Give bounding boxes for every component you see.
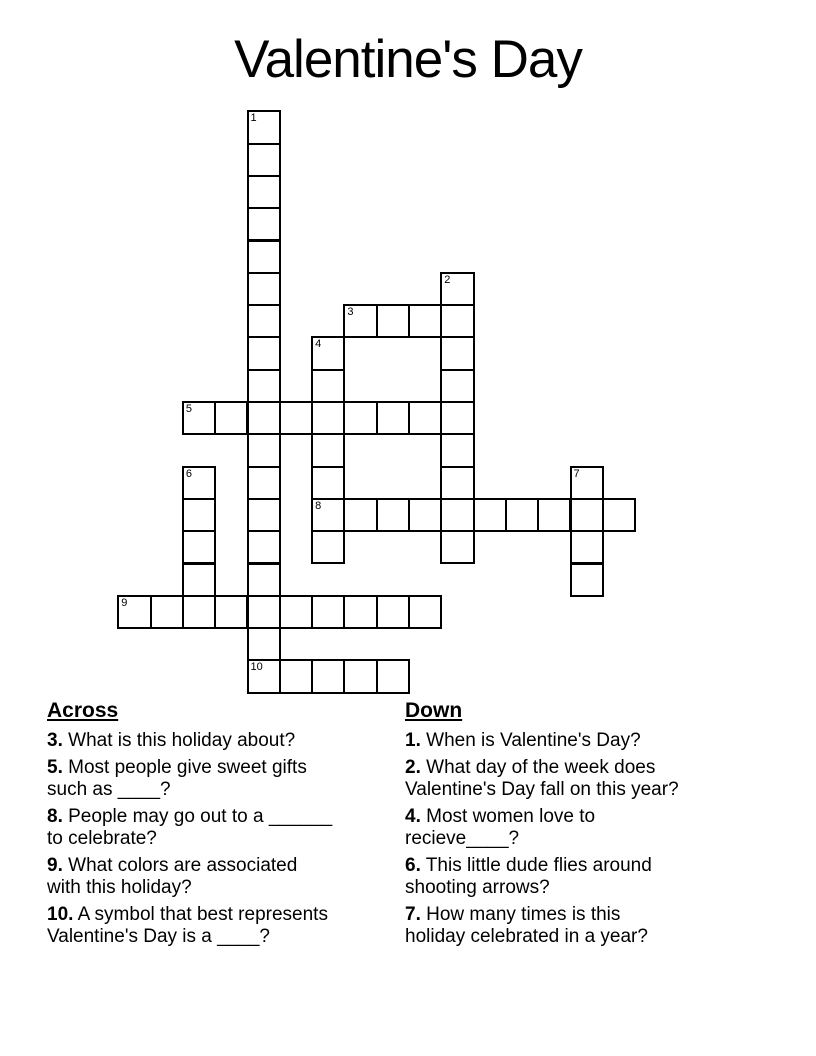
crossword-cell[interactable] bbox=[247, 240, 281, 274]
crossword-cell[interactable] bbox=[150, 595, 184, 629]
crossword-cell[interactable] bbox=[440, 401, 474, 435]
crossword-cell[interactable] bbox=[376, 304, 410, 338]
down-clues-section bbox=[405, 699, 761, 953]
grid-clue-number: 4 bbox=[315, 338, 322, 351]
across-clue-5: 5. Most people give sweet gifts such as ____? bbox=[47, 756, 307, 800]
crossword-cell[interactable] bbox=[376, 401, 410, 435]
crossword-cell[interactable] bbox=[182, 595, 216, 629]
crossword-cell[interactable] bbox=[247, 207, 281, 241]
grid-clue-number: 2 bbox=[444, 273, 451, 286]
crossword-cell[interactable] bbox=[279, 659, 313, 693]
grid-clue-number: 3 bbox=[347, 306, 354, 319]
crossword-cell[interactable] bbox=[343, 401, 377, 435]
clue-number-label: 2. bbox=[405, 756, 421, 778]
crossword-cell[interactable] bbox=[570, 498, 604, 532]
crossword-cell[interactable] bbox=[247, 530, 281, 564]
clue-number-label: 7. bbox=[405, 903, 421, 925]
clue-number-label: 5. bbox=[47, 756, 63, 778]
across-clue-list bbox=[47, 730, 403, 949]
crossword-cell[interactable] bbox=[537, 498, 571, 532]
across-clue-8: 8. People may go out to a ______ to celebrate? bbox=[47, 805, 333, 849]
grid-clue-number: 6 bbox=[185, 467, 193, 480]
clue-number-label: 10. bbox=[47, 903, 74, 925]
clue-number-label: 1. bbox=[405, 730, 421, 751]
crossword-cell[interactable] bbox=[408, 401, 442, 435]
crossword-cell[interactable] bbox=[343, 498, 377, 532]
crossword-cell[interactable] bbox=[602, 498, 636, 532]
crossword-cell[interactable] bbox=[247, 175, 281, 209]
crossword-cell[interactable] bbox=[311, 401, 345, 435]
down-clue-list bbox=[405, 730, 761, 949]
crossword-cell[interactable] bbox=[440, 369, 474, 403]
crossword-cell[interactable] bbox=[505, 498, 539, 532]
crossword-cell[interactable] bbox=[247, 401, 281, 435]
grid-clue-number: 1 bbox=[250, 112, 257, 125]
crossword-cell[interactable] bbox=[247, 143, 281, 177]
across-clues-section bbox=[47, 699, 403, 953]
grid-clue-number: 7 bbox=[573, 467, 580, 480]
crossword-cell[interactable] bbox=[247, 627, 281, 661]
crossword-cell[interactable] bbox=[376, 498, 410, 532]
crossword-cell[interactable] bbox=[247, 369, 281, 403]
clue-number-label: 3. bbox=[47, 730, 63, 751]
crossword-cell[interactable] bbox=[376, 595, 410, 629]
crossword-cell[interactable] bbox=[440, 336, 474, 370]
across-clue-9: 9. What colors are associated with this holiday? bbox=[47, 854, 298, 898]
crossword-cell[interactable] bbox=[343, 595, 377, 629]
crossword-cell[interactable] bbox=[214, 595, 248, 629]
crossword-cell[interactable] bbox=[182, 498, 216, 532]
crossword-cell[interactable] bbox=[247, 272, 281, 306]
crossword-cell[interactable] bbox=[473, 498, 507, 532]
across-clue-10: 10. A symbol that best represents Valentine's Day is a ____? bbox=[47, 903, 328, 947]
grid-clue-number: 10 bbox=[250, 661, 263, 674]
crossword-cell[interactable] bbox=[570, 530, 604, 564]
crossword-cell[interactable] bbox=[247, 304, 281, 338]
crossword-cell[interactable] bbox=[376, 659, 410, 693]
crossword-cell[interactable] bbox=[182, 563, 216, 597]
crossword-cell[interactable] bbox=[247, 563, 281, 597]
crossword-cell[interactable] bbox=[570, 563, 604, 597]
across-clue-3: 3. What is this holiday about? bbox=[47, 730, 296, 751]
crossword-cell[interactable] bbox=[440, 530, 474, 564]
crossword-cell[interactable] bbox=[440, 433, 474, 467]
crossword-cell[interactable] bbox=[408, 498, 442, 532]
crossword-cell[interactable] bbox=[311, 433, 345, 467]
crossword-cell[interactable] bbox=[214, 401, 248, 435]
clue-number-label: 9. bbox=[47, 854, 63, 876]
crossword-cell[interactable] bbox=[440, 498, 474, 532]
down-clue-4: 4. Most women love to recieve____? bbox=[405, 805, 596, 849]
down-clue-7: 7. How many times is this holiday celebrated in a year? bbox=[405, 903, 648, 947]
crossword-cell[interactable] bbox=[247, 595, 281, 629]
down-clue-1: 1. When is Valentine's Day? bbox=[405, 730, 641, 751]
crossword-cell[interactable] bbox=[247, 433, 281, 467]
clue-number-label: 8. bbox=[47, 805, 63, 827]
grid-clue-number: 8 bbox=[315, 499, 322, 512]
grid-clue-number: 9 bbox=[121, 596, 128, 609]
crossword-cell[interactable] bbox=[247, 498, 281, 532]
clue-number-label: 4. bbox=[405, 805, 421, 827]
crossword-cell[interactable] bbox=[311, 659, 345, 693]
crossword-cell[interactable] bbox=[311, 530, 345, 564]
crossword-cell[interactable] bbox=[182, 530, 216, 564]
crossword-cell[interactable] bbox=[408, 304, 442, 338]
crossword-cell[interactable] bbox=[408, 595, 442, 629]
crossword-cell[interactable] bbox=[279, 595, 313, 629]
crossword-cell[interactable] bbox=[311, 369, 345, 403]
down-clue-6: 6. This little dude flies around shooting arrows? bbox=[405, 854, 652, 898]
crossword-cell[interactable] bbox=[279, 401, 313, 435]
down-heading: Down bbox=[405, 699, 463, 722]
crossword-cell[interactable] bbox=[247, 336, 281, 370]
clue-number-label: 6. bbox=[405, 854, 421, 876]
down-clue-2: 2. What day of the week does Valentine's Day fall on this year? bbox=[405, 756, 679, 800]
puzzle-title: Valentine's Day bbox=[234, 30, 582, 89]
across-heading: Across bbox=[47, 699, 119, 722]
crossword-cell[interactable] bbox=[311, 595, 345, 629]
crossword-cell[interactable] bbox=[247, 466, 281, 500]
grid-clue-number: 5 bbox=[185, 403, 193, 415]
crossword-cell[interactable] bbox=[440, 304, 474, 338]
crossword-cell[interactable] bbox=[343, 659, 377, 693]
crossword-cell[interactable] bbox=[311, 466, 345, 500]
crossword-cell[interactable] bbox=[440, 466, 474, 500]
